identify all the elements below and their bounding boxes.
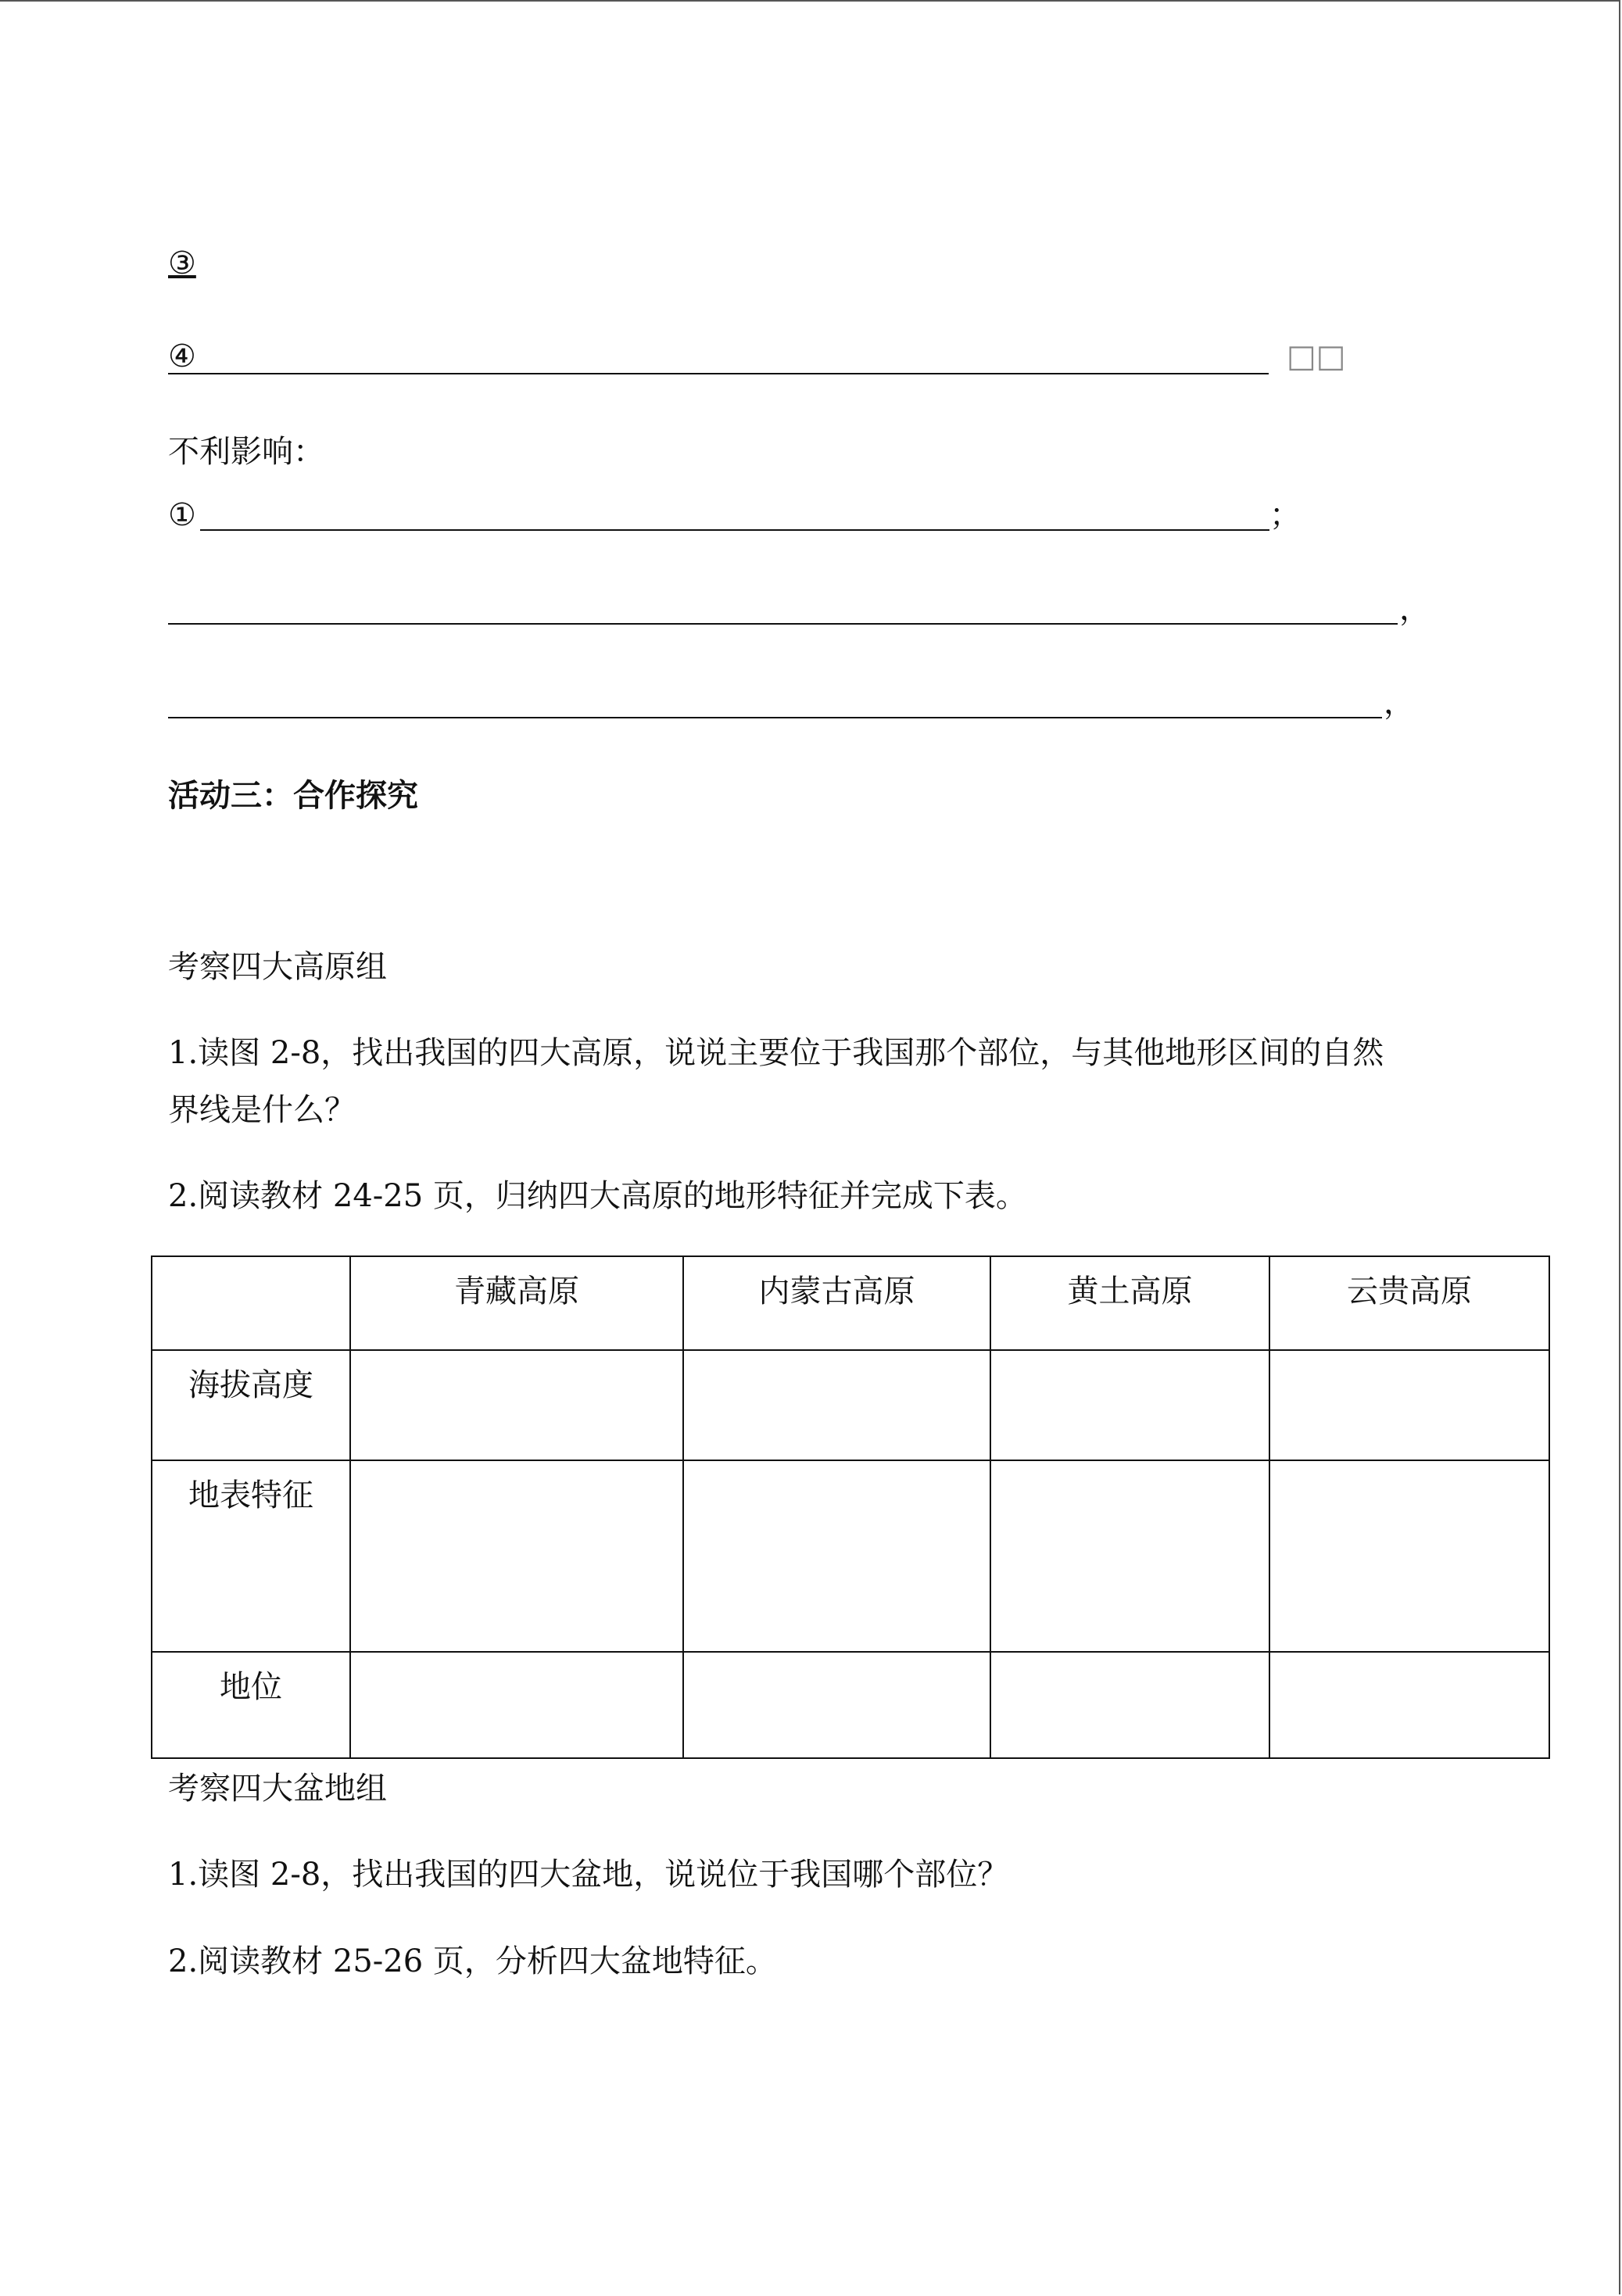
table-cell[interactable] [1269, 1350, 1549, 1460]
adverse-line-2-end: ， [1399, 591, 1430, 627]
table-header-row [152, 1256, 1549, 1350]
plateau-group-title: 考察四大高原组 [168, 949, 387, 985]
plateau-table [151, 1255, 1550, 1759]
basin-group-title: 考察四大盆地组 [168, 1771, 387, 1807]
plateau-q1-line1: 1.读图 2-8，找出我国的四大高原，说说主要位于我国那个部位，与其他地形区间的自然 [168, 1035, 1384, 1071]
basin-q1: 1.读图 2-8，找出我国的四大盆地，说说位于我国哪个部位？ [168, 1857, 1009, 1893]
table-cell[interactable] [350, 1460, 683, 1652]
table-row [152, 1350, 1549, 1460]
item-4-answer-line[interactable] [168, 373, 1269, 374]
row-label-altitude: 海拔高度 [152, 1350, 350, 1460]
plateau-q1-line2: 界线是什么？ [168, 1092, 356, 1128]
table-cell[interactable] [350, 1350, 683, 1460]
table-header-yunnan-guizhou: 云贵高原 [1269, 1256, 1549, 1350]
table-cell[interactable] [990, 1652, 1269, 1758]
adverse-item-1-marker: ① [168, 497, 196, 533]
row-label-surface: 地表特征 [152, 1460, 350, 1652]
adverse-item-1-end: ； [1269, 497, 1301, 533]
table-cell[interactable] [350, 1652, 683, 1758]
adverse-answer-line-2[interactable] [168, 623, 1398, 625]
table-cell[interactable] [683, 1460, 990, 1652]
adverse-answer-line-3[interactable] [168, 717, 1382, 718]
adverse-heading: 不利影响： [168, 434, 324, 470]
table-cell[interactable] [1269, 1460, 1549, 1652]
item-3-marker: ③ [168, 245, 196, 281]
table-cell[interactable] [990, 1350, 1269, 1460]
plateau-q2: 2.阅读教材 24-25 页，归纳四大高原的地形特征并完成下表。 [168, 1178, 1027, 1214]
item-4-trailing-boxes: □□ [1287, 338, 1346, 374]
table-header-qinghai-tibet: 青藏高原 [350, 1256, 683, 1350]
table-row [152, 1460, 1549, 1652]
table-header-loess: 黄土高原 [990, 1256, 1269, 1350]
table-cell[interactable] [683, 1350, 990, 1460]
adverse-line-3-end: ， [1384, 685, 1415, 721]
table-cell[interactable] [683, 1652, 990, 1758]
adverse-item-1-answer-line[interactable] [200, 529, 1269, 531]
activity-3-title: 活动三：合作探究 [168, 778, 418, 814]
row-label-status: 地位 [152, 1652, 350, 1758]
table-row [152, 1652, 1549, 1758]
item-4-marker: ④ [168, 338, 196, 374]
table-cell[interactable] [1269, 1652, 1549, 1758]
table-cell[interactable] [990, 1460, 1269, 1652]
table-header-inner-mongolia: 内蒙古高原 [683, 1256, 990, 1350]
basin-q2: 2.阅读教材 25-26 页，分析四大盆地特征。 [168, 1943, 777, 1979]
table-header-corner [152, 1256, 350, 1350]
